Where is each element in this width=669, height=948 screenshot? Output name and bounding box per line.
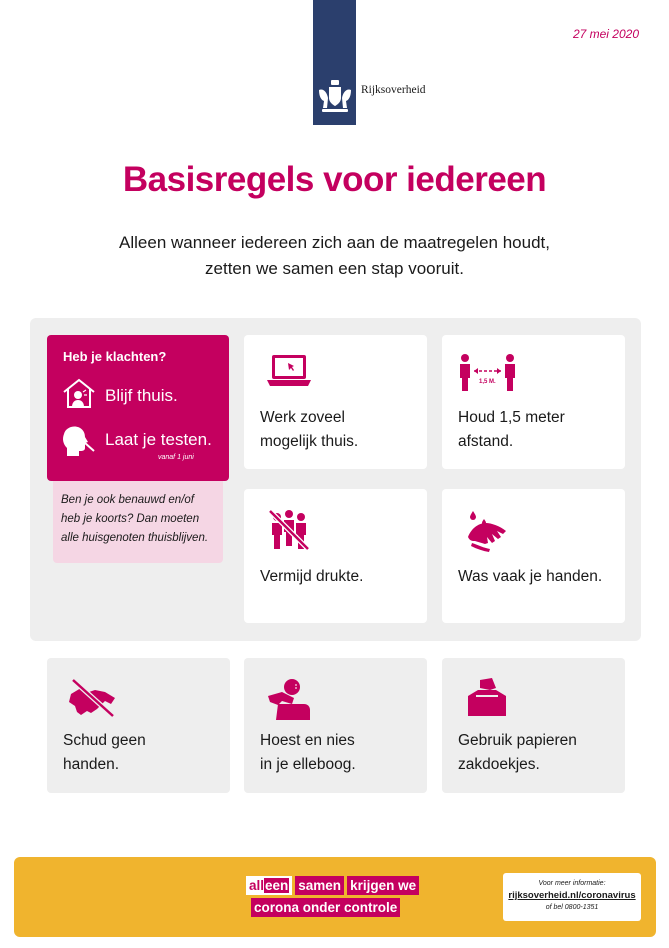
rule-card-avoid-crowds [244, 489, 427, 623]
complaints-card [47, 335, 229, 481]
rule-label-line-1: Schud geen [63, 732, 146, 749]
rule-card-no-handshake [47, 658, 230, 793]
info-link[interactable]: rijksoverheid.nl/coronavirus [508, 890, 636, 901]
tissue-box-icon [464, 676, 510, 720]
slogan-line-2 [246, 898, 426, 917]
rule-label [458, 565, 602, 589]
rule-label-line-1: Gebruik papieren [458, 732, 577, 749]
house-icon [61, 377, 97, 409]
rule-card-tissues [442, 658, 625, 793]
get-tested-text: Laat je testen. [105, 430, 212, 449]
rule-card-wash-hands [442, 489, 625, 623]
rule-label [458, 406, 565, 454]
rule-label-line-1: Hoest en nies [260, 732, 355, 749]
slogan-line-1 [246, 876, 426, 895]
publication-date: 27 mei 2020 [572, 27, 639, 41]
rule-label-line-1: Was vaak je handen. [458, 568, 603, 585]
subtitle-line-1: Alleen wanneer iedereen zich aan de maatregelen houdt, [119, 233, 550, 252]
info-box [503, 873, 641, 921]
coat-of-arms-icon [316, 78, 354, 114]
rule-label [63, 729, 146, 777]
slogan-corona: corona onder controle [251, 898, 400, 917]
complaints-note: Ben je ook benauwd en/of heb je koorts? Dan moeten alle huisgenoten thuisblijven. [53, 481, 223, 563]
rule-card-distance [442, 335, 625, 469]
rule-label-line-2: mogelijk thuis. [260, 433, 359, 450]
info-label: Voor meer informatie: [538, 880, 606, 887]
subtitle-line-2: zetten we samen een stap vooruit. [205, 259, 464, 278]
rule-card-cough-elbow [244, 658, 427, 793]
slogan-word-alleen [246, 876, 292, 895]
logo-text: Rijksoverheid [361, 84, 426, 96]
slogan-word-alleen-part-2: een [265, 878, 289, 893]
slogan-word-alleen-part-1: all [249, 878, 265, 893]
laptop-icon [266, 353, 312, 389]
rule-label [260, 406, 358, 454]
rule-card-work-home [244, 335, 427, 469]
distance-icon [458, 353, 518, 393]
subtitle [0, 230, 669, 282]
from-date-text: vanaf 1 juni [158, 454, 194, 461]
rule-label [260, 729, 356, 777]
no-handshake-icon [69, 676, 117, 718]
page-title: Basisregels voor iedereen [122, 160, 547, 199]
distance-icon-label: 1,5 M. [479, 379, 496, 385]
cough-elbow-icon [266, 676, 312, 720]
stay-home-text: Blijf thuis. [105, 386, 178, 405]
rule-label-line-2: zakdoekjes. [458, 756, 540, 773]
rule-label-line-2: handen. [63, 756, 120, 773]
rule-label [458, 729, 577, 777]
rule-label-line-2: afstand. [458, 433, 514, 450]
slogan-word-samen: samen [295, 876, 344, 895]
slogan-word-krijgen-we: krijgen we [347, 876, 419, 895]
rule-label-line-1: Werk zoveel [260, 409, 345, 426]
rule-label-line-1: Vermijd drukte. [260, 568, 364, 585]
rule-label-line-1: Houd 1,5 meter [458, 409, 565, 426]
no-crowds-icon [266, 507, 312, 553]
wash-hands-icon [464, 507, 510, 553]
complaints-heading: Heb je klachten? [63, 349, 167, 364]
test-swab-icon [61, 423, 95, 457]
rule-label-line-2: in je elleboog. [260, 756, 356, 773]
info-phone: of bel 0800-1351 [545, 904, 599, 911]
rule-label [260, 565, 363, 589]
slogan [246, 876, 426, 920]
